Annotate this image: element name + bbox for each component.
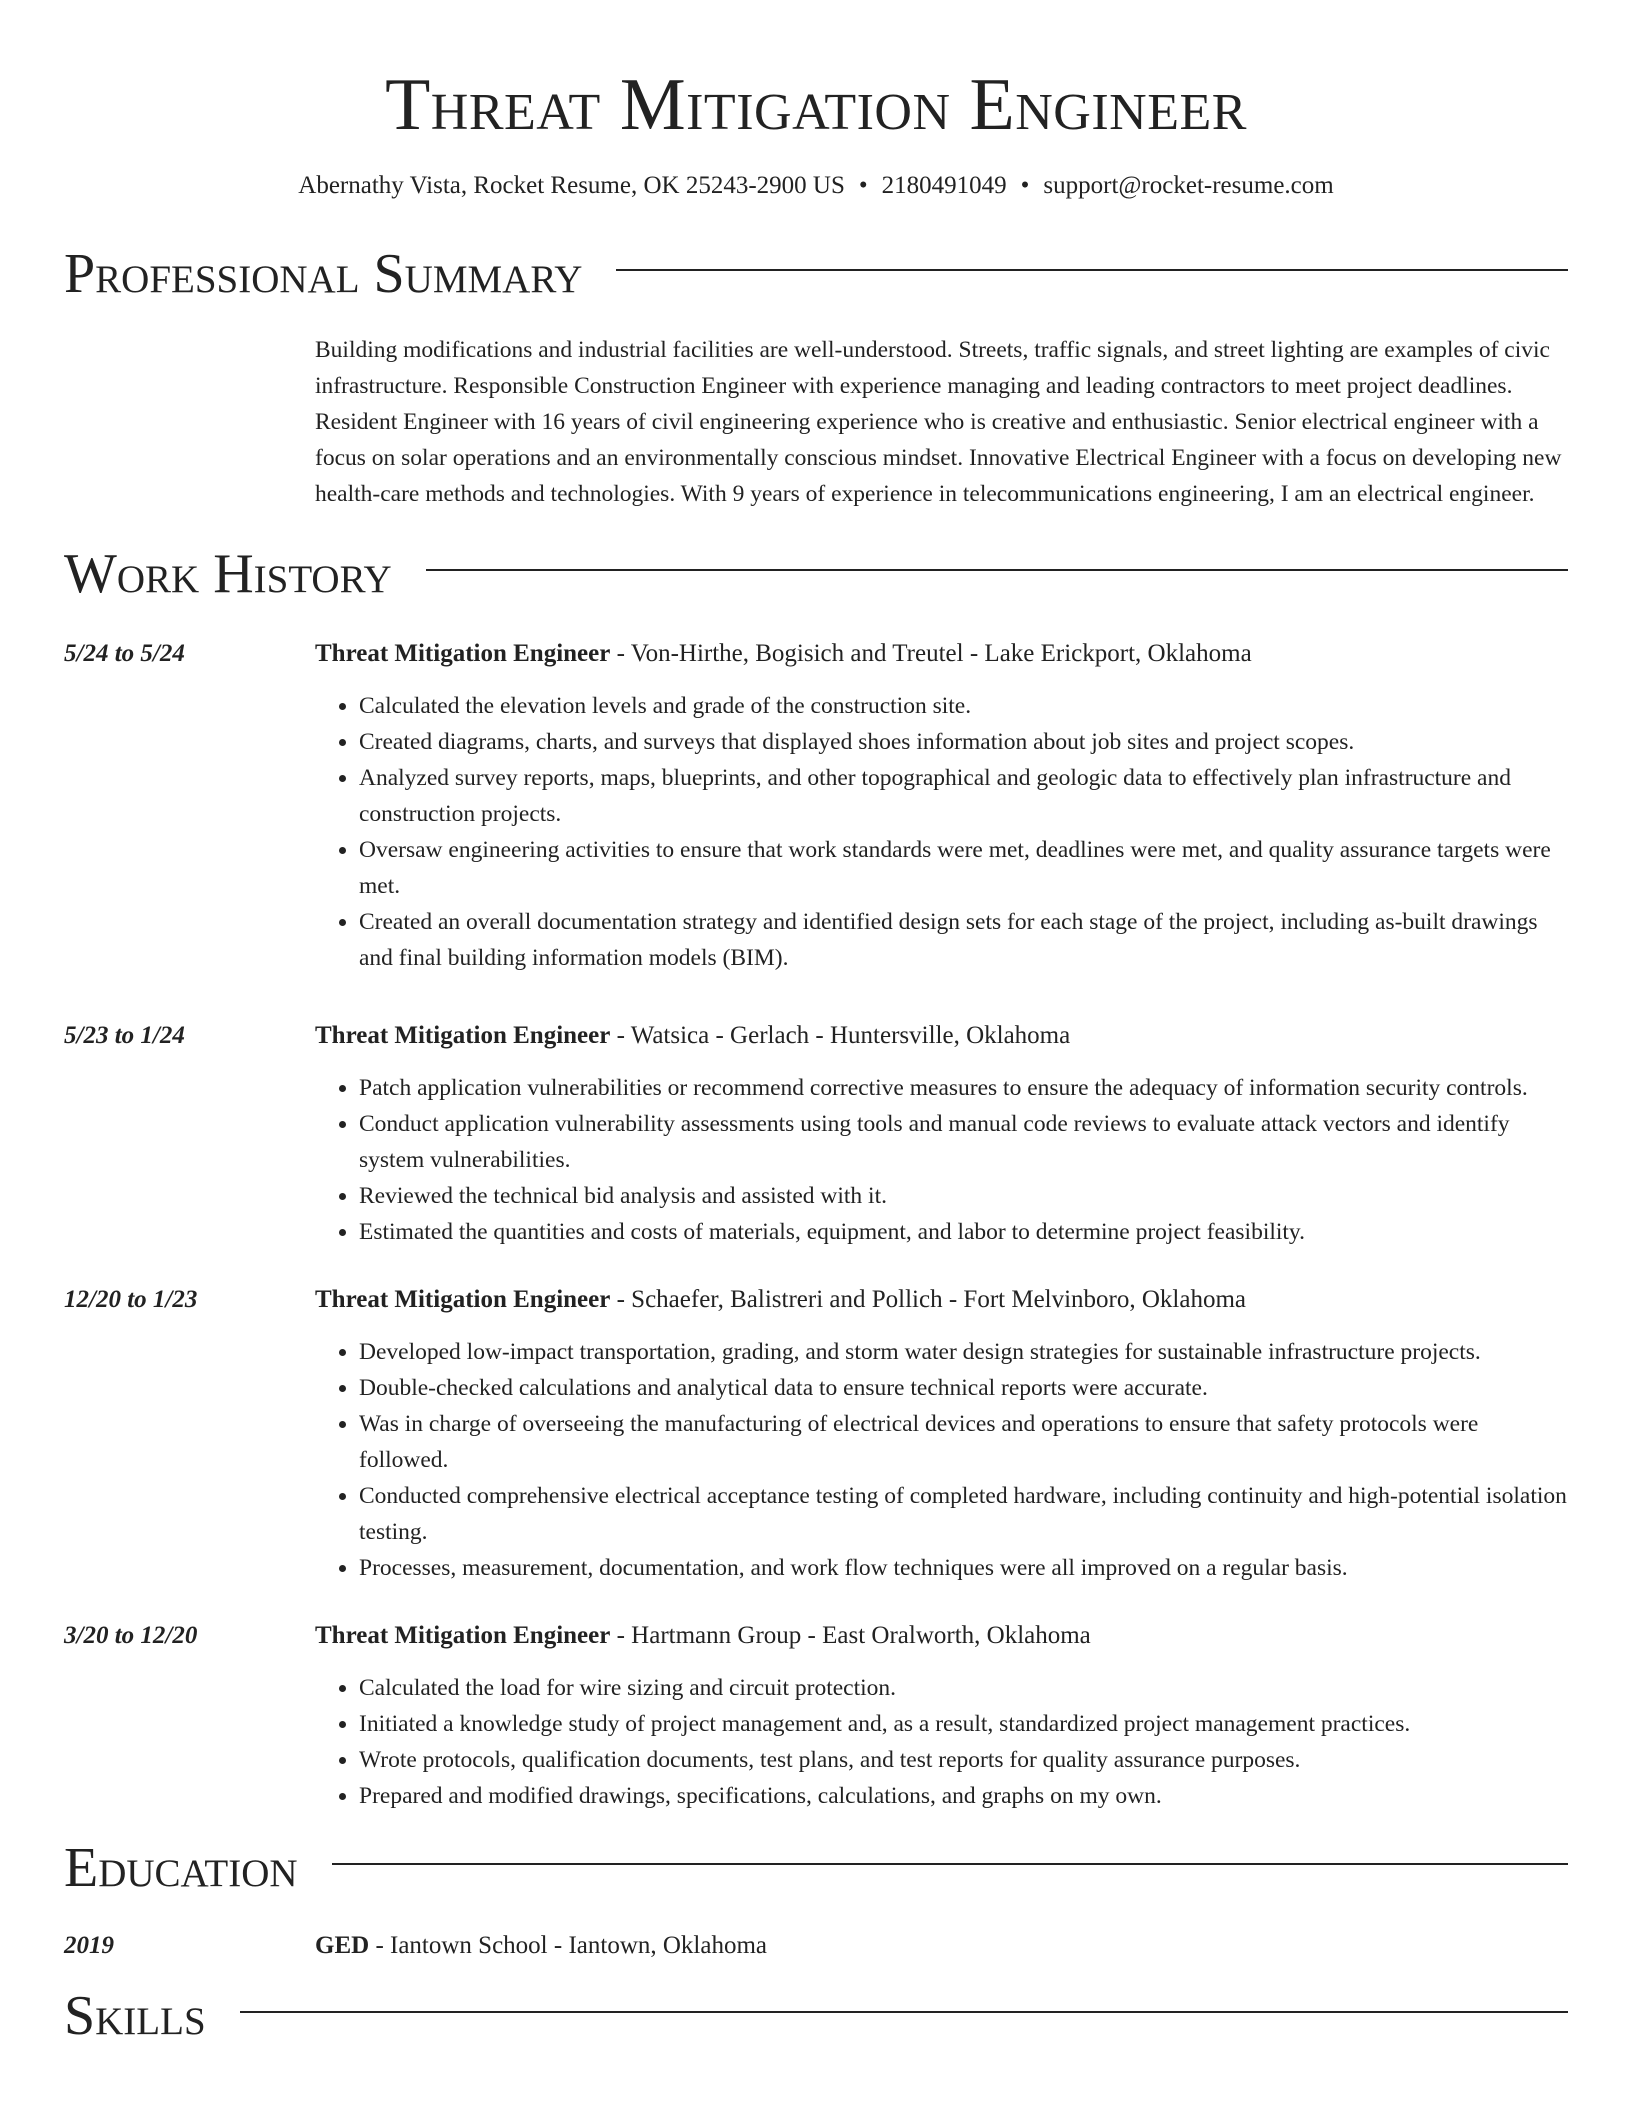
contact-email[interactable]: support@rocket-resume.com [1043, 172, 1334, 199]
work-section-title: Work History [64, 543, 392, 605]
job-bullet: • Analyzed survey reports, maps, blueprints, and other topographical and geologic data to effectively plan infrastructure and construction projects. [359, 760, 1568, 832]
skills-section-header [64, 1984, 1568, 2048]
job-bullets [315, 688, 1568, 976]
job-employer-location: - Von-Hirthe, Bogisich and Treutel - Lake Erickport, Oklahoma [610, 640, 1252, 667]
work-section-header [64, 542, 1568, 606]
contact-separator: • [858, 172, 868, 199]
work-history-list [64, 636, 1568, 1814]
job-bullet: • Created diagrams, charts, and surveys that displayed shoes information about job sites and project scopes. [359, 724, 1568, 760]
skills-section-title: Skills [64, 1985, 206, 2047]
summary-text: Building modifications and industrial facilities are well-understood. Streets, traffic signals, and street lighting are examples of civic infrastructure. Responsible Construction Engineer with experience managing and leading contractors to meet project deadlines. Resident Engineer with 16 years of civil engineering experience who is creative and enthusiastic. Senior electrical engineer with a focus on solar operations and an environmentally conscious mindset. Innovative Electrical Engineer with a focus on developing new health-care methods and technologies. With 9 years of experience in telecommunications engineering, I am an electrical engineer. [315, 337, 1562, 507]
education-school-location: - Iantown School - Iantown, Oklahoma [369, 1932, 768, 1959]
job-heading [315, 1018, 1568, 1054]
job-heading [315, 1282, 1568, 1318]
job-role: Threat Mitigation Engineer [315, 1022, 611, 1049]
job-role: Threat Mitigation Engineer [315, 640, 611, 667]
job-body [315, 636, 1568, 976]
job-bullets [315, 1070, 1568, 1250]
job-bullet: • Oversaw engineering activities to ensure that work standards were met, deadlines were met, and quality assurance targets were met. [359, 832, 1568, 904]
job-entry [64, 636, 1568, 976]
job-bullet: • Conduct application vulnerability assessments using tools and manual code reviews to evaluate attack vectors and identify system vulnerabilities. [359, 1106, 1568, 1178]
job-bullet: • Estimated the quantities and costs of materials, equipment, and labor to determine project feasibility. [359, 1214, 1568, 1250]
job-bullet: • Double-checked calculations and analytical data to ensure technical reports were accurate. [359, 1370, 1568, 1406]
job-employer-location: - Hartmann Group - East Oralworth, Oklahoma [610, 1622, 1091, 1649]
education-section-title: Education [64, 1837, 298, 1899]
job-bullet: • Prepared and modified drawings, specifications, calculations, and graphs on my own. [359, 1778, 1568, 1814]
job-entry [64, 1282, 1568, 1586]
job-bullet: • Wrote protocols, qualification documents, test plans, and test reports for quality assurance purposes. [359, 1742, 1568, 1778]
summary-section-title: Professional Summary [64, 243, 583, 305]
job-bullet: • Was in charge of overseeing the manufacturing of electrical devices and operations to ensure that safety protocols were followed. [359, 1406, 1568, 1478]
education-degree: GED [315, 1932, 370, 1959]
job-bullet: • Created an overall documentation strategy and identified design sets for each stage of the project, including as-built drawings and final building information models (BIM). [359, 904, 1568, 976]
job-bullet: • Processes, measurement, documentation, and work flow techniques were all improved on a regular basis. [359, 1550, 1568, 1586]
job-body [315, 1282, 1568, 1586]
education-year: 2019 [64, 1932, 114, 1959]
job-bullet: • Initiated a knowledge study of project management and, as a result, standardized project management practices. [359, 1706, 1568, 1742]
section-divider [426, 569, 1568, 571]
summary-section-header [64, 242, 1568, 306]
job-dates: 5/24 to 5/24 [64, 640, 185, 667]
section-divider [616, 269, 1568, 271]
job-bullets [315, 1670, 1568, 1814]
job-bullets [315, 1334, 1568, 1586]
job-bullet: • Reviewed the technical bid analysis and assisted with it. [359, 1178, 1568, 1214]
job-body [315, 1018, 1568, 1250]
education-entry [64, 1928, 1568, 1964]
job-bullet: • Patch application vulnerabilities or recommend corrective measures to ensure the adequacy of information security controls. [359, 1070, 1568, 1106]
resume-name: Threat Mitigation Engineer [385, 64, 1247, 146]
job-entry [64, 1018, 1568, 1250]
contact-address: Abernathy Vista, Rocket Resume, OK 25243-2900 US [298, 172, 845, 199]
job-bullet: • Conducted comprehensive electrical acceptance testing of completed hardware, including continuity and high-potential isolation testing. [359, 1478, 1568, 1550]
job-employer-location: - Schaefer, Balistreri and Pollich - Fort Melvinboro, Oklahoma [610, 1286, 1247, 1313]
education-section-header [64, 1836, 1568, 1900]
job-bullet: • Developed low-impact transportation, grading, and storm water design strategies for sustainable infrastructure projects. [359, 1334, 1568, 1370]
job-heading [315, 1618, 1568, 1654]
job-dates: 12/20 to 1/23 [64, 1286, 198, 1313]
job-body [315, 1618, 1568, 1814]
job-bullet: • Calculated the load for wire sizing and circuit protection. [359, 1670, 1568, 1706]
job-bullet: • Calculated the elevation levels and grade of the construction site. [359, 688, 1568, 724]
job-dates: 3/20 to 12/20 [64, 1622, 198, 1649]
job-employer-location: - Watsica - Gerlach - Huntersville, Oklahoma [610, 1022, 1071, 1049]
education-heading [315, 1928, 767, 1964]
job-entry [64, 1618, 1568, 1814]
job-heading [315, 636, 1568, 672]
resume-page [64, 0, 1568, 2048]
contact-separator: • [1020, 172, 1030, 199]
contact-line [64, 170, 1568, 202]
job-role: Threat Mitigation Engineer [315, 1286, 611, 1313]
job-dates: 5/23 to 1/24 [64, 1022, 185, 1049]
section-divider [332, 1863, 1568, 1865]
section-divider [240, 2011, 1568, 2013]
job-role: Threat Mitigation Engineer [315, 1622, 611, 1649]
contact-phone: 2180491049 [881, 172, 1007, 199]
